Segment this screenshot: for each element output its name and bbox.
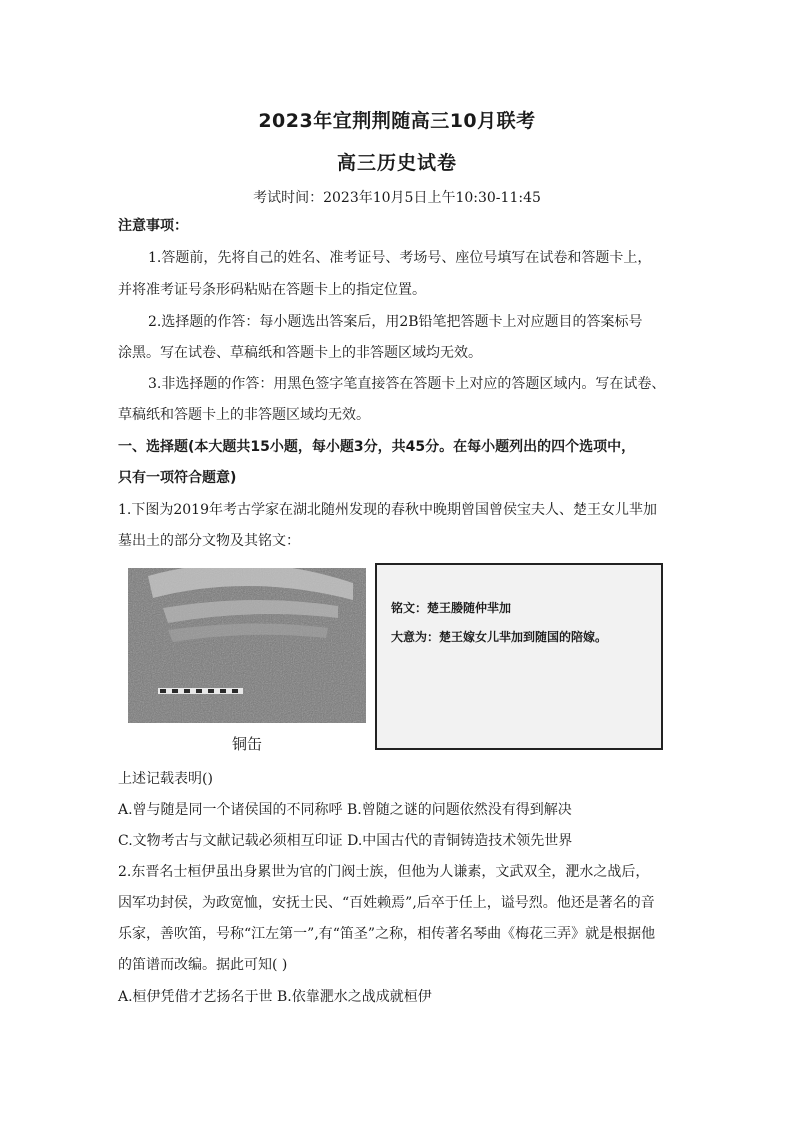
q2-options-line-1: A.桓伊凭借才艺扬名于世 B.依靠淝水之战成就桓伊 <box>118 989 432 1005</box>
section1-heading-line-1: 一、选择题(本大题共15小题，每小题3分，共45分。在每小题列出的四个选项中， <box>118 439 636 455</box>
notice-heading: 注意事项： <box>118 218 188 234</box>
section1-heading-line-2: 只有一项符合题意) <box>118 470 237 486</box>
q1-stem-line-2: 墓出土的部分文物及其铭文： <box>118 533 300 549</box>
notice-item-2-line-2: 涂黑。写在试卷、草稿纸和答题卡上的非答题区域均无效。 <box>118 345 482 361</box>
inscription-box <box>375 563 663 750</box>
q2-stem-line-4: 的笛谱而改编。据此可知( ) <box>118 957 288 973</box>
bronze-vessel-photo <box>128 568 366 723</box>
q1-question: 上述记载表明() <box>118 771 213 787</box>
inscription-line-2: 大意为：楚王嫁女儿芈加到随国的陪嫁。 <box>391 630 608 644</box>
inscription-line-1: 铭文：楚王媵随仲芈加 <box>391 601 512 615</box>
exam-title: 2023年宜荆荆随高三10月联考 <box>258 110 536 132</box>
notice-item-3-line-2: 草稿纸和答题卡上的非答题区域均无效。 <box>118 407 370 423</box>
q2-stem-line-1: 2.东晋名士桓伊虽出身累世为官的门阀士族，但他为人谦素，文武双全，淝水之战后， <box>118 864 650 880</box>
figure-caption: 铜缶 <box>232 735 263 753</box>
q2-stem-line-2: 因军功封侯，为政宽恤，安抚士民、“百姓赖焉”,后卒于任上，谥号烈。他还是著名的音 <box>118 895 655 911</box>
notice-item-1-line-1: 1.答题前，先将自己的姓名、准考证号、考场号、座位号填写在试卷和答题卡上， <box>148 250 652 266</box>
exam-time: 考试时间：2023年10月5日上午10:30-11:45 <box>253 190 541 206</box>
notice-item-3-line-1: 3.非选择题的作答：用黑色签字笔直接答在答题卡上对应的答题区域内。写在试卷、 <box>148 376 666 392</box>
bronze-vessel-image <box>128 568 366 723</box>
notice-item-1-line-2: 并将准考证号条形码粘贴在答题卡上的指定位置。 <box>118 282 426 298</box>
q2-stem-line-3: 乐家，善吹笛，号称“江左第一”,有“笛圣”之称，相传著名琴曲《梅花三弄》就是根据他 <box>118 926 656 942</box>
q1-options-line-2: C.文物考古与文献记载必须相互印证 D.中国古代的青铜铸造技术领先世界 <box>118 833 573 849</box>
notice-item-2-line-1: 2.选择题的作答：每小题选出答案后，用2B铅笔把答题卡上对应题目的答案标号 <box>148 314 643 330</box>
exam-subtitle: 高三历史试卷 <box>336 152 457 174</box>
q1-stem-line-1: 1.下图为2019年考古学家在湖北随州发现的春秋中晚期曾国曾侯宝夫人、楚王女儿芈加 <box>118 502 657 518</box>
q1-options-line-1: A.曾与随是同一个诸侯国的不同称呼 B.曾随之谜的问题依然没有得到解决 <box>118 802 572 818</box>
